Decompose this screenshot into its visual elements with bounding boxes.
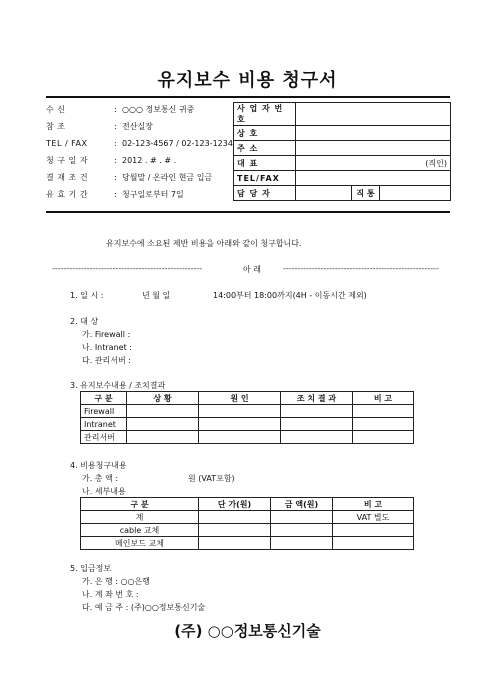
col-situation: 상 황 [127,392,199,405]
cost-total-name: 계 [81,511,199,524]
maintenance-table [80,391,414,444]
telfax-value: 02-123-4567 / 02-123-1234 [122,139,233,148]
holder-line: 다. 예 금 주 : (주)○○정보통신기술 [82,603,206,612]
company-footer: (주) ○○정보통신기술 [174,622,321,640]
table-row [81,511,414,524]
payment-terms-value: 당월말 / 온라인 현금 입금 [122,173,213,182]
cost-col-unit-price: 단 가(원) [199,498,271,511]
section1-date: 년 월 일 [142,291,171,300]
header-bottom-rule [46,211,450,213]
table-row [234,126,451,141]
table-row [234,103,451,126]
validity-label: 유 효 기 간 [46,190,89,199]
section1-label: 1. 일 시 : [70,291,104,300]
claim-date-label: 청 구 일 자 [46,156,89,165]
payment-terms-row: 결 재 조 건 : 당월말 / 온라인 현금 입금 [46,171,212,185]
cost-cable-name: cable 교체 [81,524,199,537]
address-label: 주 소 [234,141,296,156]
telfax-field [296,171,451,186]
top-rule [46,96,450,98]
recipient-row: 수 신 : ○○○ 정보통신 귀중 [46,103,194,117]
col-category: 구 분 [81,392,127,405]
claim-date-value: 2012 . # . # . [122,156,177,165]
address-field [296,141,451,156]
divider-left: ---------------------------------------------------- [52,264,203,273]
document-title: 유지보수 비용 청구서 [157,70,338,91]
row-firewall: Firewall [81,405,127,418]
manager-label: 담 당 자 [234,186,296,201]
cost-mainboard-name: 메인보드 교체 [81,537,199,550]
validity-row: 유 효 기 간 : 청구일로부터 7일 [46,188,184,202]
business-no-field [296,103,451,126]
target-server: 다. 관리서버 : [82,356,131,365]
company-label: 상 호 [234,126,296,141]
section5-label: 5. 입금정보 [70,564,112,573]
col-cause: 원 인 [199,392,281,405]
position-field [380,186,451,201]
table-row [234,156,451,171]
table-row [81,431,414,444]
validity-value: 청구일로부터 7일 [122,190,184,199]
section1-time: 14:00부터 18:00까지(4H - 이동시간 제외) [213,291,367,300]
row-server: 관리서버 [81,431,127,444]
table-row [81,524,414,537]
claim-date-row: 청 구 일 자 : 2012 . # . # . [46,154,176,168]
position-label: 직 통 [352,186,380,201]
table-row [81,418,414,431]
telfax-label: TEL / FAX [46,139,88,148]
reference-label: 참 조 [46,122,66,131]
cost-table [80,497,414,550]
target-firewall: 가. Firewall : [82,330,131,339]
cost-col-category: 구 분 [81,498,199,511]
total-label: 가. 총 액 : [82,474,119,483]
section4-label: 4. 비용청구내용 [70,461,127,470]
manager-field [296,186,352,201]
divider-right: ------------------------------------------------------ [283,264,439,273]
total-unit: 원 (VAT포함) [188,474,235,483]
account-line: 나. 계 좌 번 호 : [82,590,139,599]
company-field [296,126,451,141]
telfax-header: TEL/FAX [234,171,296,186]
supplier-info-table [233,102,451,201]
section2-label: 2. 대 상 [70,317,99,326]
cost-total-note: VAT 별도 [333,511,414,524]
intro-text: 유지보수에 소요된 제반 비용을 아래와 같이 청구합니다. [106,239,302,248]
table-row [81,405,414,418]
payment-terms-label: 결 재 조 건 [46,173,89,182]
col-result: 조 치 결 과 [281,392,353,405]
telfax-row: TEL / FAX : 02-123-4567 / 02-123-1234 [46,137,233,151]
table-row [234,171,451,186]
recipient-label: 수 신 [46,105,66,114]
section3-label: 3. 유지보수내용 / 조치결과 [70,381,166,390]
recipient-value: ○○○ 정보통신 귀중 [122,105,195,114]
target-intranet: 나. Intranet : [82,343,132,352]
reference-row: 참 조 : 전산실장 [46,120,153,134]
row-intranet: Intranet [81,418,127,431]
col-note: 비 고 [353,392,414,405]
rep-label: 대 표 [234,156,296,171]
bank-line: 가. 은 행 : ○○은행 [82,577,151,586]
detail-label: 나. 세부내용 [82,487,126,496]
table-header-row [81,498,414,511]
table-row [81,537,414,550]
table-row [234,186,451,201]
divider-label: 아 래 [243,265,261,274]
business-no-label: 사 업 자 번 호 [234,103,296,126]
table-row [234,141,451,156]
table-header-row [81,392,414,405]
rep-seal: (직인) [296,156,451,171]
cost-col-note: 비 고 [333,498,414,511]
cost-col-amount: 금 액(원) [271,498,333,511]
reference-value: 전산실장 [122,122,153,131]
